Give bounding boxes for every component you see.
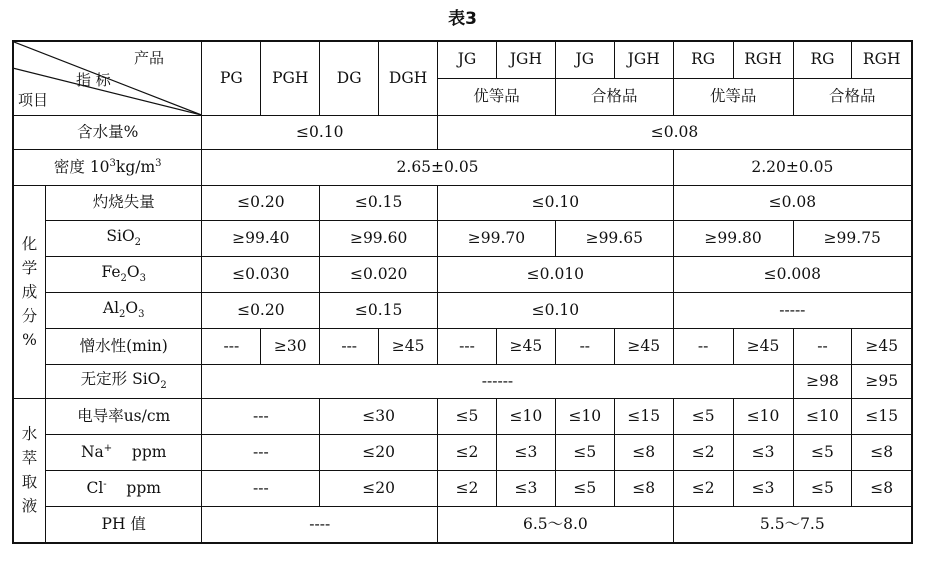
cell-value: ≥45 [614,329,673,365]
cell-value: ≤8 [614,471,673,507]
row-label-sodium: Na+ ppm [46,435,202,471]
row-label-conductivity: 电导率us/cm [46,399,202,435]
row-label-sio2: SiO$_2$ [46,221,202,257]
diag-item-label: 项目 [18,91,49,109]
product-RG: RG [793,41,852,79]
cell-value: 2.65±0.05 [202,150,673,186]
grade-qualified: 合格品 [555,79,673,116]
cell-value: ----- [673,293,912,329]
product-RG: RG [673,41,733,79]
table-title: 表3 [448,9,477,29]
diag-indicator-label: 指 标 [76,71,111,89]
product-JGH: JGH [614,41,673,79]
cell-value: ≤2 [438,471,497,507]
product-RGH: RGH [852,41,912,79]
product-JG: JG [555,41,614,79]
cell-value: ≤0.10 [438,293,674,329]
cell-value: ≤30 [320,399,438,435]
cell-value: ≥45 [379,329,438,365]
cell-value: ≤10 [793,399,852,435]
product-JG: JG [438,41,497,79]
cell-value: ≥45 [852,329,912,365]
cell-value: --- [320,329,379,365]
cell-value: ≤0.030 [202,257,320,293]
cell-value: ≥99.80 [673,221,793,257]
cell-value: ≤0.08 [673,186,912,221]
row-label-fe2o3: $Fe_2O_3$ [46,257,202,293]
cell-value: ≤15 [614,399,673,435]
product-JGH: JGH [496,41,555,79]
row-label-amorphous-sio2: 无定形 SiO$_2$ [46,365,202,399]
cell-value: ≤20 [320,435,438,471]
cell-value: ------ [202,365,793,399]
cell-value: ---- [202,507,438,543]
row-label-hydrophobicity: 憎水性(min) [46,329,202,365]
cell-value: ≥99.70 [438,221,556,257]
grade-qualified: 合格品 [793,79,912,116]
row-label-ph: PH 值 [46,507,202,543]
grade-premium: 优等品 [438,79,556,116]
cell-value: ≥99.60 [320,221,438,257]
cell-value: ≤3 [733,435,793,471]
row-label-al2o3: $Al_2O_3$ [46,293,202,329]
cell-value: ≥98 [793,365,852,399]
cell-value: --- [202,399,320,435]
cell-value: ≤10 [555,399,614,435]
cell-value: ≤3 [496,471,555,507]
product-RGH: RGH [733,41,793,79]
cell-value: ≤5 [673,399,733,435]
product-DG: DG [320,41,379,116]
cell-value: ≤10 [733,399,793,435]
cell-value: ≤2 [438,435,497,471]
cell-value: ≤8 [614,435,673,471]
row-label-water: 含水量% [13,116,202,150]
cell-value: ≥45 [496,329,555,365]
cell-value: ≥95 [852,365,912,399]
cell-value: ≤15 [852,399,912,435]
spec-table [12,40,913,544]
cell-value: ≤5 [793,435,852,471]
cell-value: ≥99.75 [793,221,912,257]
cell-value: ≤0.008 [673,257,912,293]
cell-value: ≤0.020 [320,257,438,293]
product-DGH: DGH [379,41,438,116]
cell-value: ≤0.10 [202,116,438,150]
cell-value: ≤0.20 [202,186,320,221]
cell-value: ≥99.65 [555,221,673,257]
cell-value: ≤3 [496,435,555,471]
cell-value: ≤0.10 [438,186,674,221]
cell-value: --- [202,435,320,471]
cell-value: ≤0.010 [438,257,674,293]
diag-product-label: 产品 [134,49,165,67]
cell-value: ≤0.20 [202,293,320,329]
cell-value: ≤5 [793,471,852,507]
cell-value: ≤20 [320,471,438,507]
cell-value: -- [673,329,733,365]
cell-value: -- [793,329,852,365]
grade-premium: 优等品 [673,79,793,116]
cell-value: ≤5 [438,399,497,435]
group-label-extract: 水 萃 取 液 [13,399,46,543]
cell-value: ≤0.08 [438,116,912,150]
cell-value: 2.20±0.05 [673,150,912,186]
row-label-density: 密度 $10^3kg/m^3$ [13,150,202,186]
cell-value: ≤3 [733,471,793,507]
cell-value: ≥45 [733,329,793,365]
cell-value: ≤8 [852,435,912,471]
cell-value: ≤2 [673,435,733,471]
cell-value: --- [438,329,497,365]
cell-value: ≤5 [555,471,614,507]
cell-value: --- [202,471,320,507]
product-PGH: PGH [261,41,320,116]
group-label-chemical: 化 学 成 分 % [13,186,46,399]
cell-value: ≥30 [261,329,320,365]
cell-value: ≤8 [852,471,912,507]
cell-value: ≤0.15 [320,186,438,221]
cell-value: --- [202,329,261,365]
row-label-chloride: Cl- ppm [46,471,202,507]
diagonal-header-cell [13,41,202,116]
cell-value: ≥99.40 [202,221,320,257]
cell-value: ≤10 [496,399,555,435]
cell-value: -- [555,329,614,365]
cell-value: ≤2 [673,471,733,507]
product-PG: PG [202,41,261,116]
cell-value: ≤5 [555,435,614,471]
cell-value: ≤0.15 [320,293,438,329]
cell-value: 6.5～8.0 [438,507,674,543]
row-label-loi: 灼烧失量 [46,186,202,221]
cell-value: 5.5～7.5 [673,507,912,543]
